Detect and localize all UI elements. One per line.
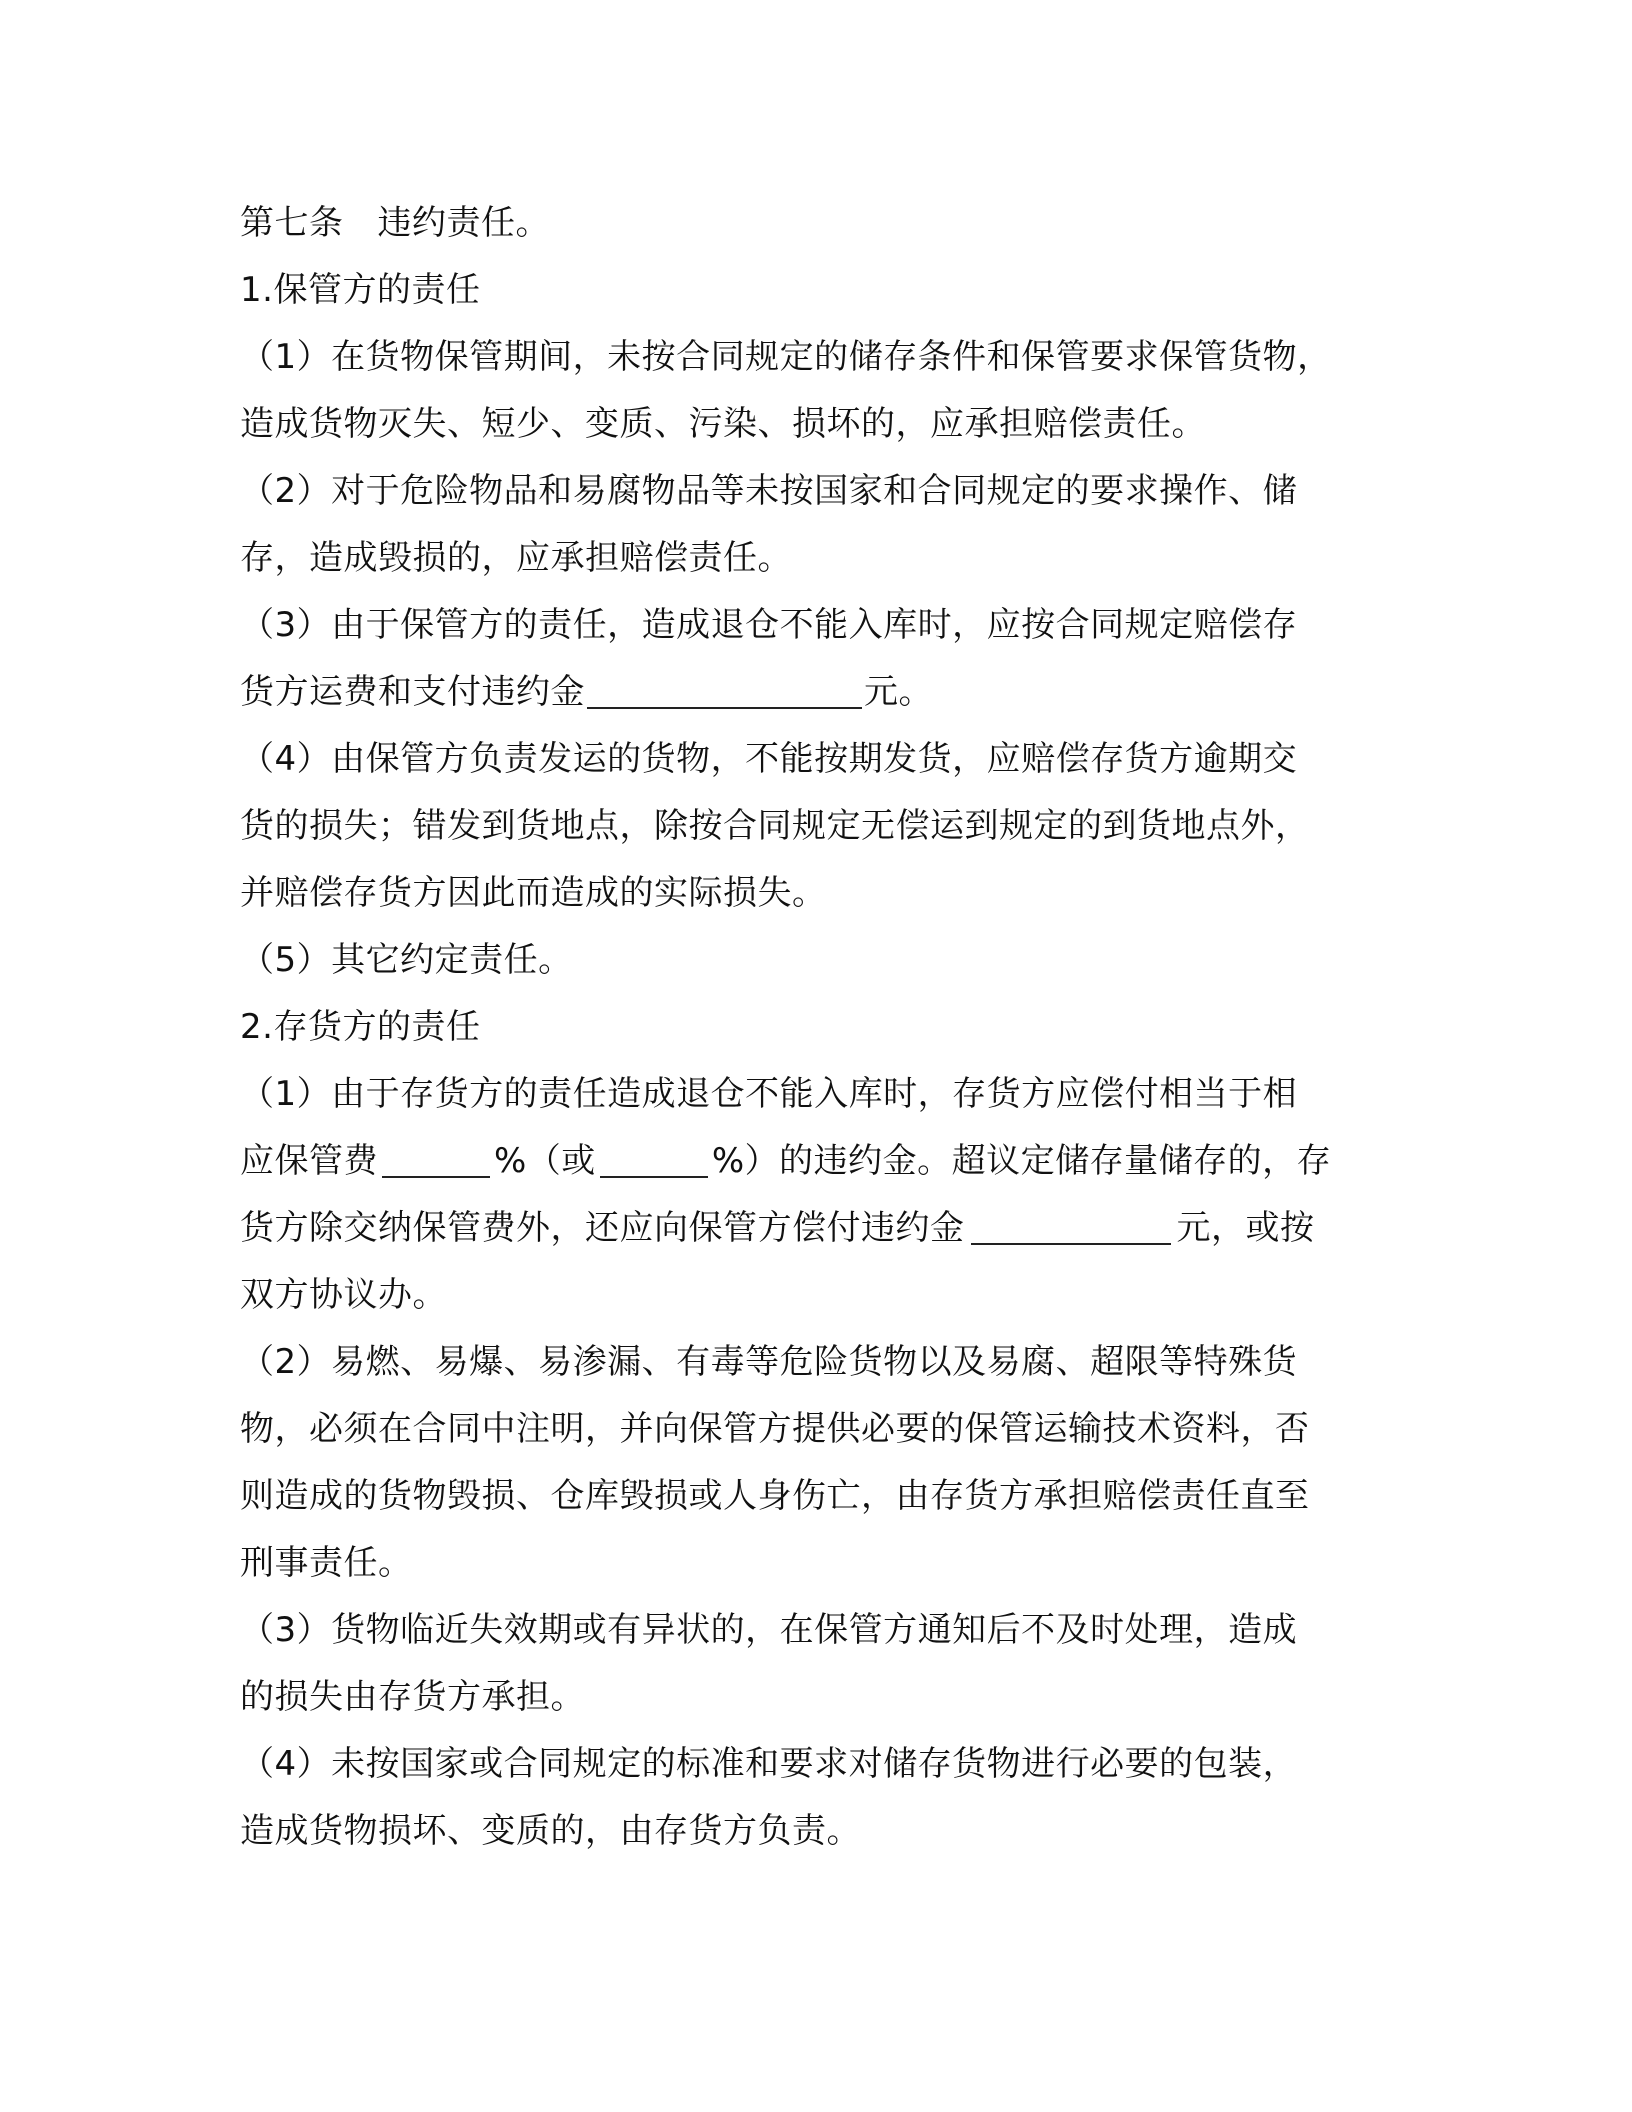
depositor-item-4-line-2: 造成货物损坏、变质的，由存货方负责。 [240,1811,861,1851]
custodian-item-2-line-2: 存，造成毁损的，应承担赔偿责任。 [240,538,792,578]
excess-penalty-blank[interactable] [971,1209,1171,1245]
depositor-item-3-line-1: （3）货物临近失效期或有异状的，在保管方通知后不及时处理，造成 [240,1610,1298,1650]
depositor-item-1-line-4: 双方协议办。 [240,1275,447,1315]
depositor-item-2-line-4: 刑事责任。 [240,1543,413,1583]
penalty-amount-blank[interactable] [587,673,862,709]
percent-blank-1[interactable] [382,1142,490,1178]
depositor-item-4-line-1: （4）未按国家或合同规定的标准和要求对储存货物进行必要的包装， [240,1744,1298,1784]
percent-blank-2[interactable] [600,1142,708,1178]
document-page [240,190,1400,1865]
section-heading-custodian: 1.保管方的责任 [240,270,481,310]
depositor-item-1-line-3: 货方除交纳保管费外，还应向保管方偿付违约金 元，或按 [240,1208,1315,1248]
custodian-item-2-line-1: （2）对于危险物品和易腐物品等未按国家和合同规定的要求操作、储 [240,471,1298,511]
custodian-item-3-line-2: 货方运费和支付违约金 元。 [240,672,933,712]
custodian-item-1-line-2: 造成货物灭失、短少、变质、污染、损坏的，应承担赔偿责任。 [240,404,1206,444]
custodian-item-4-line-1: （4）由保管方负责发运的货物，不能按期发货，应赔偿存货方逾期交 [240,739,1298,779]
depositor-item-1-line-2: 应保管费 %（或 %）的违约金。超议定储存量储存的，存 [240,1141,1332,1181]
article-heading [240,190,1400,257]
section-heading-depositor: 2.存货方的责任 [240,1007,481,1047]
depositor-item-2-line-2: 物，必须在合同中注明，并向保管方提供必要的保管运输技术资料，否 [240,1409,1310,1449]
depositor-item-1-line-1: （1）由于存货方的责任造成退仓不能入库时，存货方应偿付相当于相 [240,1074,1298,1114]
custodian-item-4-line-2: 货的损失；错发到货地点，除按合同规定无偿运到规定的到货地点外， [240,806,1310,846]
custodian-item-5: （5）其它约定责任。 [240,940,573,980]
custodian-item-4-line-3: 并赔偿存货方因此而造成的实际损失。 [240,873,827,913]
depositor-item-3-line-2: 的损失由存货方承担。 [240,1677,585,1717]
article-title: 违约责任。 [377,203,550,243]
custodian-item-3-line-1: （3）由于保管方的责任，造成退仓不能入库时，应按合同规定赔偿存 [240,605,1298,645]
article-number: 第七条 [240,203,344,243]
depositor-item-2-line-1: （2）易燃、易爆、易渗漏、有毒等危险货物以及易腐、超限等特殊货 [240,1342,1298,1382]
custodian-item-1-line-1: （1）在货物保管期间，未按合同规定的储存条件和保管要求保管货物， [240,337,1332,377]
depositor-item-2-line-3: 则造成的货物毁损、仓库毁损或人身伤亡，由存货方承担赔偿责任直至 [240,1476,1310,1516]
